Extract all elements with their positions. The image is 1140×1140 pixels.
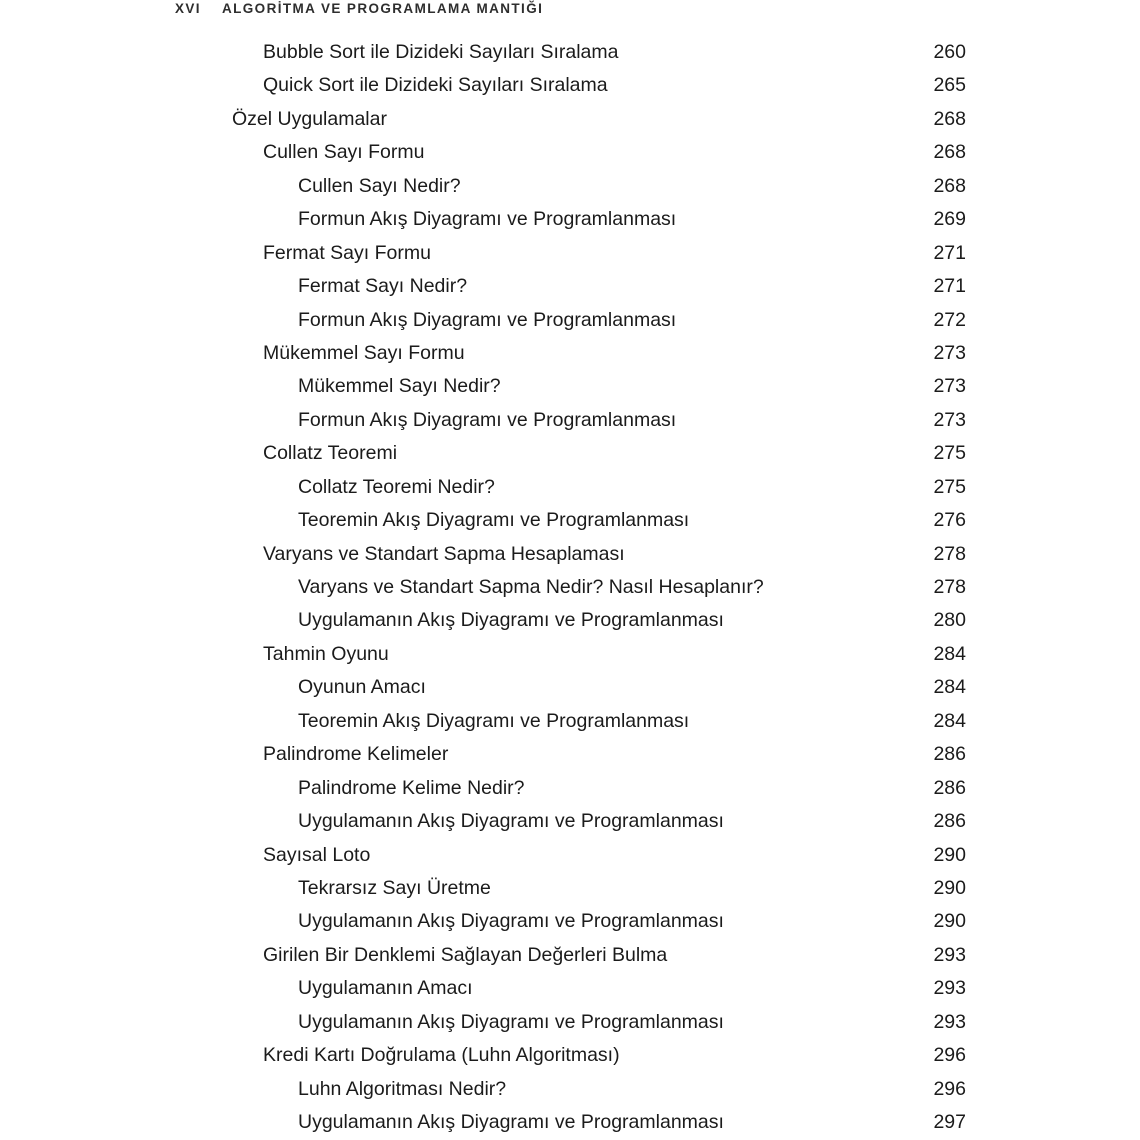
toc-entry-title: Cullen Sayı Nedir? (298, 174, 461, 197)
toc-row (0, 36, 1140, 69)
toc-page-number: 268 (933, 141, 966, 164)
toc-entry-title: Uygulamanın Akış Diyagramı ve Programlanması (298, 609, 724, 632)
toc-entry-title: Palindrome Kelimeler (263, 743, 449, 766)
toc-row (0, 538, 1140, 571)
toc-page-number: 293 (933, 977, 966, 1000)
toc-row (0, 805, 1140, 838)
toc-entry-title: Cullen Sayı Formu (263, 141, 425, 164)
toc-row (0, 772, 1140, 805)
toc-page-number: 278 (933, 542, 966, 565)
toc-page-number: 276 (933, 509, 966, 532)
toc-entry-title: Bubble Sort ile Dizideki Sayıları Sıralama (263, 41, 619, 63)
toc-entry-title: Özel Uygulamalar (232, 107, 387, 130)
toc-entry-title: Formun Akış Diyagramı ve Programlanması (298, 208, 677, 231)
toc-page-number: 271 (933, 241, 966, 264)
toc-entry-title: Teoremin Akış Diyagramı ve Programlanması (298, 509, 690, 532)
toc-row (0, 270, 1140, 303)
toc-entry-title: Luhn Algoritması Nedir? (298, 1077, 507, 1100)
toc-page-number: 296 (933, 1044, 966, 1067)
toc-row (0, 136, 1140, 169)
toc-page-number: 286 (933, 743, 966, 766)
toc-entry-title: Collatz Teoremi Nedir? (298, 475, 495, 498)
toc-page-number: 284 (933, 642, 966, 665)
toc-entry-title: Quick Sort ile Dizideki Sayıları Sıralama (263, 74, 608, 97)
toc-row (0, 1106, 1140, 1139)
toc-page-number: 275 (933, 475, 966, 498)
toc-row (0, 69, 1140, 102)
toc-page-number: 296 (933, 1077, 966, 1100)
toc-entry-title: Collatz Teoremi (263, 442, 398, 465)
toc-row (0, 671, 1140, 704)
toc-entry-title: Kredi Kartı Doğrulama (Luhn Algoritması) (263, 1044, 620, 1067)
toc-page-number: 273 (933, 375, 966, 398)
page-header (175, 1, 543, 16)
toc-entry-title: Tekrarsız Sayı Üretme (298, 876, 491, 899)
toc-page-number: 273 (933, 341, 966, 364)
toc-page-number: 268 (933, 174, 966, 197)
toc-row (0, 404, 1140, 437)
toc-row (0, 939, 1140, 972)
toc-page-number: 293 (933, 943, 966, 966)
toc-page-number: 280 (933, 609, 966, 632)
toc-entry-title: Girilen Bir Denklemi Sağlayan Değerleri Bulma (263, 943, 668, 966)
book-title: ALGORİTMA VE PROGRAMLAMA MANTIĞI (221, 1, 544, 16)
toc-row (0, 1006, 1140, 1039)
toc-row (0, 203, 1140, 236)
toc-entry-title: Uygulamanın Akış Diyagramı ve Programlanması (298, 1111, 724, 1133)
toc-page-number: 297 (933, 1111, 966, 1133)
toc-row (0, 872, 1140, 905)
toc-row (0, 705, 1140, 738)
toc-list (0, 36, 1140, 1139)
toc-row (0, 304, 1140, 337)
toc-page-number: 272 (933, 308, 966, 331)
toc-entry-title: Varyans ve Standart Sapma Nedir? Nasıl Hesaplanır? (298, 576, 764, 598)
toc-entry-title: Sayısal Loto (263, 843, 371, 866)
page-number-roman: XVI (175, 1, 201, 16)
toc-row (0, 604, 1140, 637)
toc-entry-title: Fermat Sayı Formu (263, 241, 431, 264)
toc-page-number: 284 (933, 709, 966, 732)
toc-page-number: 260 (933, 41, 966, 63)
toc-entry-title: Formun Akış Diyagramı ve Programlanması (298, 408, 677, 431)
toc-page-number: 290 (933, 910, 966, 933)
toc-entry-title: Varyans ve Standart Sapma Hesaplaması (263, 542, 625, 565)
toc-entry-title: Formun Akış Diyagramı ve Programlanması (298, 308, 677, 331)
toc-row (0, 471, 1140, 504)
toc-row (0, 103, 1140, 136)
toc-entry-title: Teoremin Akış Diyagramı ve Programlanması (298, 709, 690, 732)
toc-entry-title: Tahmin Oyunu (263, 642, 389, 665)
toc-row (0, 839, 1140, 872)
toc-page-number: 275 (933, 442, 966, 465)
toc-row (0, 571, 1140, 604)
toc-row (0, 1073, 1140, 1106)
toc-entry-title: Uygulamanın Amacı (298, 977, 473, 1000)
toc-page-number: 273 (933, 408, 966, 431)
toc-entry-title: Uygulamanın Akış Diyagramı ve Programlanması (298, 910, 724, 933)
toc-row (0, 738, 1140, 771)
toc-page-number: 290 (933, 876, 966, 899)
toc-page-number: 293 (933, 1010, 966, 1033)
toc-row (0, 638, 1140, 671)
toc-page-number: 278 (933, 576, 966, 598)
toc-entry-title: Mükemmel Sayı Nedir? (298, 375, 501, 398)
toc-entry-title: Fermat Sayı Nedir? (298, 275, 468, 298)
toc-page-number: 286 (933, 776, 966, 799)
toc-page-number: 286 (933, 810, 966, 833)
toc-row (0, 905, 1140, 938)
toc-page-number: 290 (933, 843, 966, 866)
toc-row (0, 370, 1140, 403)
toc-entry-title: Uygulamanın Akış Diyagramı ve Programlanması (298, 810, 724, 833)
toc-row (0, 170, 1140, 203)
toc-page-number: 284 (933, 676, 966, 699)
toc-row (0, 237, 1140, 270)
toc-page-number: 268 (933, 107, 966, 130)
toc-entry-title: Uygulamanın Akış Diyagramı ve Programlanması (298, 1010, 724, 1033)
toc-page-number: 269 (933, 208, 966, 231)
toc-page-number: 271 (933, 275, 966, 298)
toc-row (0, 1039, 1140, 1072)
toc-row (0, 972, 1140, 1005)
toc-row (0, 337, 1140, 370)
toc-row (0, 437, 1140, 470)
toc-row (0, 504, 1140, 537)
toc-page-number: 265 (933, 74, 966, 97)
toc-entry-title: Palindrome Kelime Nedir? (298, 776, 525, 799)
toc-entry-title: Oyunun Amacı (298, 676, 426, 699)
toc-entry-title: Mükemmel Sayı Formu (263, 341, 465, 364)
